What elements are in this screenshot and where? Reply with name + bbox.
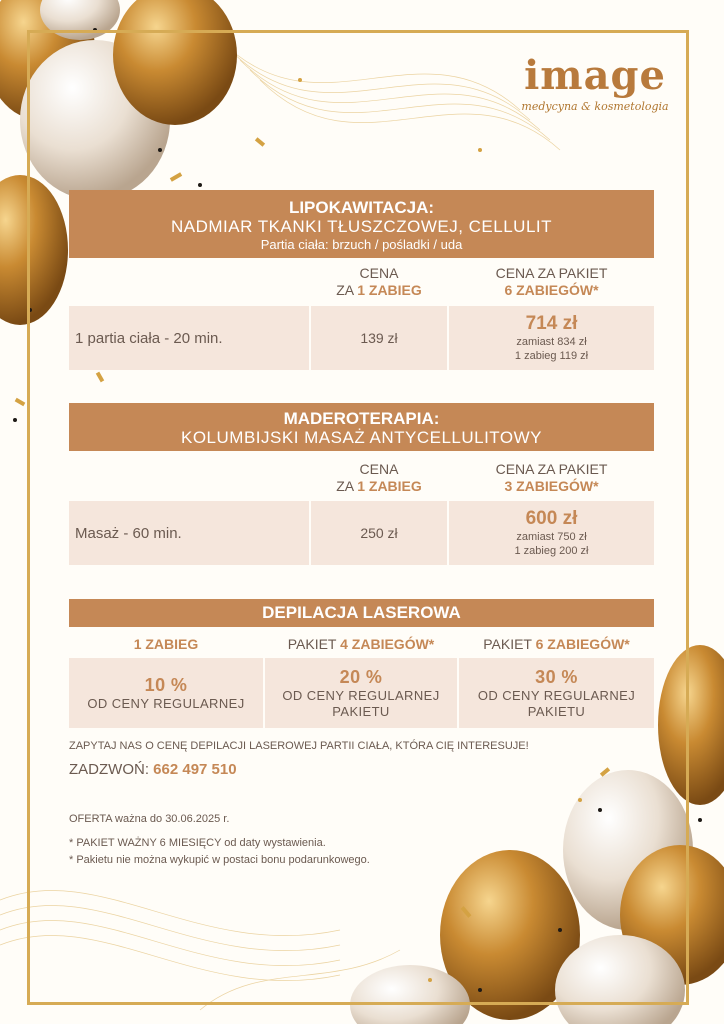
madero-package-bold: 3 ZABIEGÓW* bbox=[504, 478, 599, 494]
lipo-header bbox=[69, 190, 654, 258]
lipo-price-header-line1: CENA bbox=[359, 265, 399, 281]
lipo-package-cell bbox=[449, 306, 654, 370]
laser-col2-prefix: PAKIET bbox=[287, 636, 341, 652]
lipo-package-header bbox=[449, 265, 654, 299]
madero-package-header bbox=[449, 461, 654, 495]
madero-price-header bbox=[311, 461, 447, 495]
lipo-package-price: 714 zł bbox=[525, 313, 578, 334]
call-line bbox=[69, 761, 237, 778]
madero-row-price: 250 zł bbox=[311, 501, 447, 565]
laser-cell-2-text1: OD CENY REGULARNEJ bbox=[282, 688, 440, 703]
lipo-package-header-line1: CENA ZA PAKIET bbox=[495, 265, 608, 281]
lipo-price-bold: 1 ZABIEG bbox=[357, 282, 422, 298]
laser-cell-1 bbox=[69, 658, 263, 728]
laser-col2-bold: 4 ZABIEGÓW* bbox=[340, 636, 435, 652]
madero-price-header-line1: CENA bbox=[359, 461, 399, 477]
laser-header bbox=[69, 599, 654, 627]
laser-col2-header bbox=[265, 636, 457, 652]
madero-title: MADEROTERAPIA: bbox=[283, 409, 440, 428]
laser-col1-header bbox=[69, 636, 263, 652]
madero-package-header-line1: CENA ZA PAKIET bbox=[495, 461, 608, 477]
madero-package-per: 1 zabieg 200 zł bbox=[514, 545, 589, 557]
laser-col1-bold: 1 ZABIEG bbox=[133, 636, 199, 652]
laser-cell-3-text2: PAKIETU bbox=[527, 704, 586, 719]
brand-tagline: medycyna & kosmetologia bbox=[521, 100, 669, 113]
footnote-voucher: * Pakietu nie można wykupić w postaci bonu podarunkowego. bbox=[69, 854, 370, 866]
lipo-price-header-line2 bbox=[311, 282, 447, 299]
madero-price-bold: 1 ZABIEG bbox=[357, 478, 422, 494]
laser-cell-1-text: OD CENY REGULARNEJ bbox=[87, 696, 245, 711]
laser-cell-3-text1: OD CENY REGULARNEJ bbox=[477, 688, 636, 703]
lipo-package-per: 1 zabieg 119 zł bbox=[514, 350, 589, 362]
lipo-package-instead: zamiast 834 zł bbox=[516, 336, 587, 348]
laser-cell-2-text2: PAKIETU bbox=[332, 704, 390, 719]
laser-cell-3 bbox=[459, 658, 654, 728]
lipo-price-prefix: ZA bbox=[336, 282, 358, 298]
laser-col3-header bbox=[459, 636, 654, 652]
madero-package-instead: zamiast 750 zł bbox=[516, 531, 587, 543]
lipo-subtitle: NADMIAR TKANKI TŁUSZCZOWEJ, CELLULIT bbox=[170, 217, 553, 236]
madero-package-price: 600 zł bbox=[525, 508, 578, 529]
offer-validity: OFERTA ważna do 30.06.2025 r. bbox=[69, 813, 230, 825]
laser-inquiry: ZAPYTAJ NAS O CENĘ DEPILACJI LASEROWEJ PARTII CIAŁA, KTÓRA CIĘ INTERESUJE! bbox=[69, 740, 529, 752]
call-number[interactable]: 662 497 510 bbox=[153, 761, 237, 778]
lipo-row-price: 139 zł bbox=[311, 306, 447, 370]
madero-package-cell bbox=[449, 501, 654, 565]
lipo-price-header bbox=[311, 265, 447, 299]
madero-header bbox=[69, 403, 654, 451]
laser-col3-prefix: PAKIET bbox=[483, 636, 536, 652]
madero-subtitle: KOLUMBIJSKI MASAŻ ANTYCELLULITOWY bbox=[181, 428, 542, 447]
madero-row-label: Masaż - 60 min. bbox=[69, 501, 309, 565]
laser-cell-3-pct: 30 % bbox=[535, 667, 578, 687]
laser-cell-1-pct: 10 % bbox=[144, 675, 188, 695]
laser-cell-2-pct: 20 % bbox=[339, 667, 383, 687]
lipo-row-label: 1 partia ciała - 20 min. bbox=[69, 306, 309, 370]
footnote-validity: * PAKIET WAŻNY 6 MIESIĘCY od daty wystawienia. bbox=[69, 837, 326, 849]
laser-cell-2 bbox=[265, 658, 457, 728]
laser-col3-bold: 6 ZABIEGÓW* bbox=[535, 636, 630, 652]
laser-title: DEPILACJA LASEROWA bbox=[262, 603, 461, 622]
brand-name: image bbox=[524, 52, 666, 99]
madero-price-prefix: ZA bbox=[336, 478, 358, 494]
brand-logo bbox=[515, 54, 675, 113]
call-label: ZADZWOŃ: bbox=[69, 761, 154, 778]
lipo-title: LIPOKAWITACJA: bbox=[288, 198, 435, 217]
lipo-package-bold: 6 ZABIEGÓW* bbox=[504, 282, 599, 298]
lipo-body-parts: Partia ciała: brzuch / pośladki / uda bbox=[260, 237, 463, 252]
